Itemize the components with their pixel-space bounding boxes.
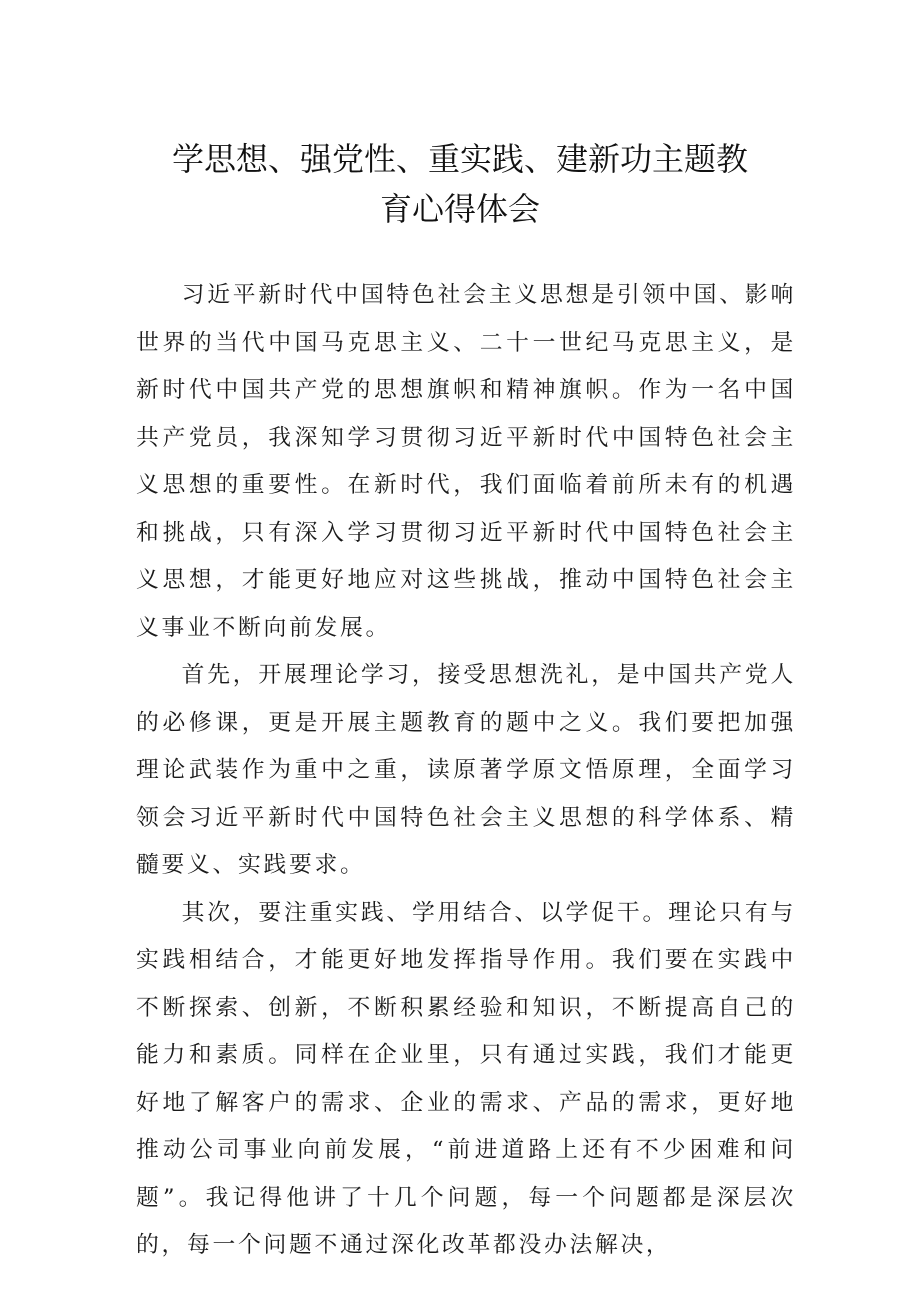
paragraph-2: 首先，开展理论学习，接受思想洗礼，是中国共产党人的必修课，更是开展主题教育的题中之义。我们要把加强理论武装作为重中之重，读原著学原文悟原理，全面学习领会习近平新时代中国特色社会主义思想的科学体系、精髓要义、实践要求。 bbox=[136, 662, 796, 878]
paragraph-3: 其次，要注重实践、学用结合、以学促干。理论只有与实践相结合，才能更好地发挥指导作用。我们要在实践中不断探索、创新，不断积累经验和知识，不断提高自己的能力和素质。同样在企业里，只有通过实践，我们才能更好地了解客户的需求、企业的需求、产品的需求，更好地推动公司事业向前发展，“前进道路上还有不少困难和问题”。我记得他讲了十几个问题，每一个问题都是深层次的，每一个问题不通过深化改革都没办法解决， bbox=[136, 899, 796, 1258]
document-title bbox=[90, 134, 830, 234]
paragraph-1: 习近平新时代中国特色社会主义思想是引领中国、影响世界的当代中国马克思主义、二十一世纪马克思主义，是新时代中国共产党的思想旗帜和精神旗帜。作为一名中国共产党员，我深知学习贯彻习近平新时代中国特色社会主义思想的重要性。在新时代，我们面临着前所未有的机遇和挑战，只有深入学习贯彻习近平新时代中国特色社会主义思想，才能更好地应对这些挑战，推动中国特色社会主义事业不断向前发展。 bbox=[136, 282, 796, 641]
document-body bbox=[136, 272, 796, 1270]
title-line-1: 学思想、强党性、重实践、建新功主题教 bbox=[171, 140, 748, 178]
title-line-2: 育心得体会 bbox=[379, 190, 540, 228]
